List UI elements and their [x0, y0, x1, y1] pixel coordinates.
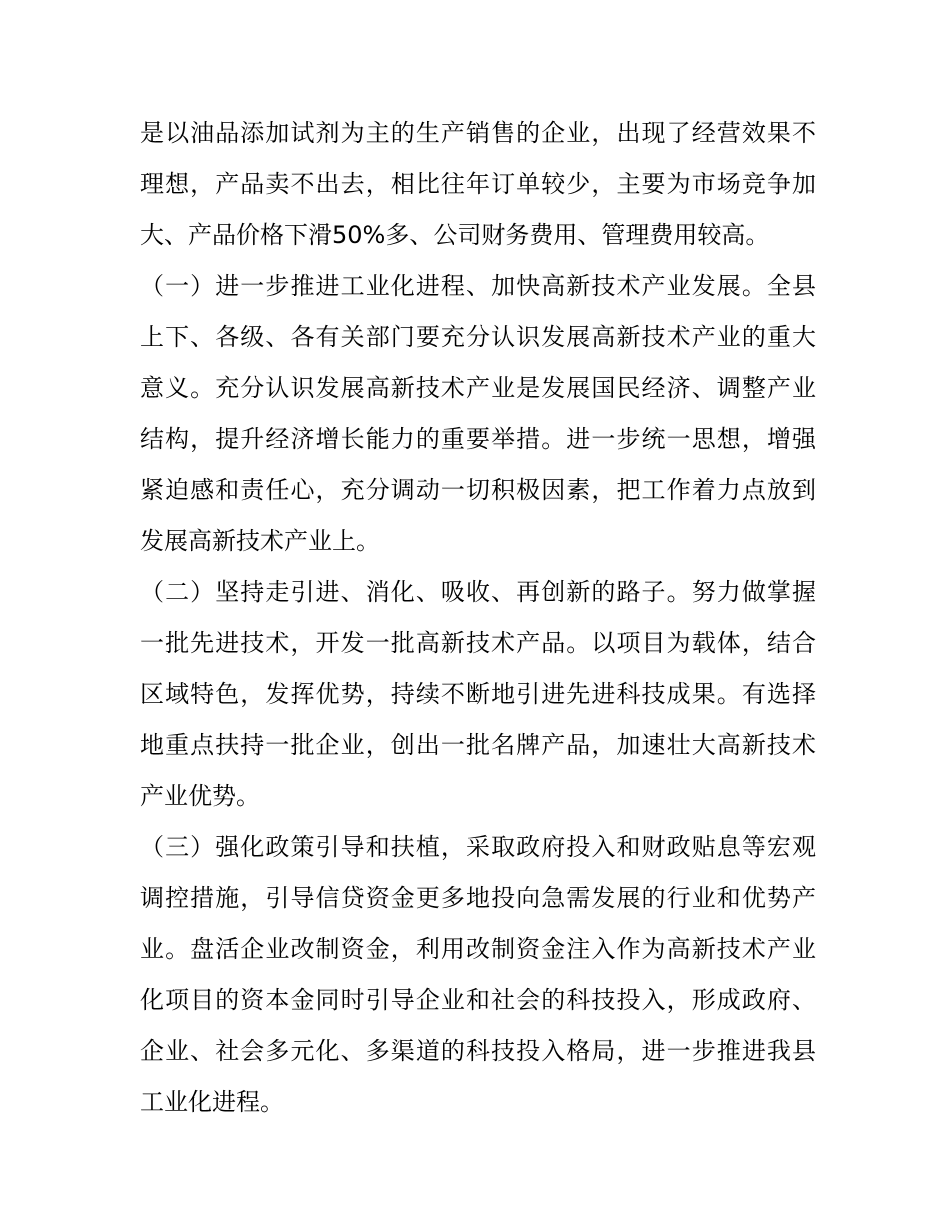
document-body [140, 108, 816, 1128]
text-line: 企业、社会多元化、多渠道的科技投入格局，进一步推进我县 [140, 1037, 816, 1065]
text-line: 理想，产品卖不出去，相比往年订单较少，主要为市场竞争加 [140, 170, 816, 198]
text-line: 化项目的资本金同时引导企业和社会的科技投入，形成政府、 [140, 986, 816, 1014]
text-line: 工业化进程。 [140, 1088, 284, 1116]
text-line: 结构，提升经济增长能力的重要举措。进一步统一思想，增强 [140, 425, 816, 453]
text-line: 发展高新技术产业上。 [140, 527, 380, 555]
text-line: 业。盘活企业改制资金，利用改制资金注入作为高新技术产业 [140, 935, 816, 963]
paragraph-section-3 [140, 822, 816, 1128]
text-line: 一批先进技术，开发一批高新技术产品。以项目为载体，结合 [140, 629, 816, 657]
text-line: 产业优势。 [140, 782, 260, 810]
text-line: 上下、各级、各有关部门要充分认识发展高新技术产业的重大 [140, 323, 816, 351]
text-line: 调控措施，引导信贷资金更多地投向急需发展的行业和优势产 [140, 884, 816, 912]
text-line: 大、产品价格下滑50%多、公司财务费用、管理费用较高。 [140, 221, 770, 249]
text-line: 地重点扶持一批企业，创出一批名牌产品，加速壮大高新技术 [140, 731, 816, 759]
text-line: （一）进一步推进工业化进程、加快高新技术产业发展。全县 [140, 272, 816, 300]
text-line: 区域特色，发挥优势，持续不断地引进先进科技成果。有选择 [140, 680, 816, 708]
paragraph-section-1 [140, 261, 816, 567]
text-line: 意义。充分认识发展高新技术产业是发展国民经济、调整产业 [140, 374, 816, 402]
paragraph-section-2 [140, 567, 816, 822]
text-line: （三）强化政策引导和扶植，采取政府投入和财政贴息等宏观 [140, 833, 816, 861]
text-line: （二）坚持走引进、消化、吸收、再创新的路子。努力做掌握 [140, 578, 816, 606]
paragraph-intro [140, 108, 816, 261]
text-line: 是以油品添加试剂为主的生产销售的企业，出现了经营效果不 [140, 119, 816, 147]
text-line: 紧迫感和责任心，充分调动一切积极因素，把工作着力点放到 [140, 476, 816, 504]
